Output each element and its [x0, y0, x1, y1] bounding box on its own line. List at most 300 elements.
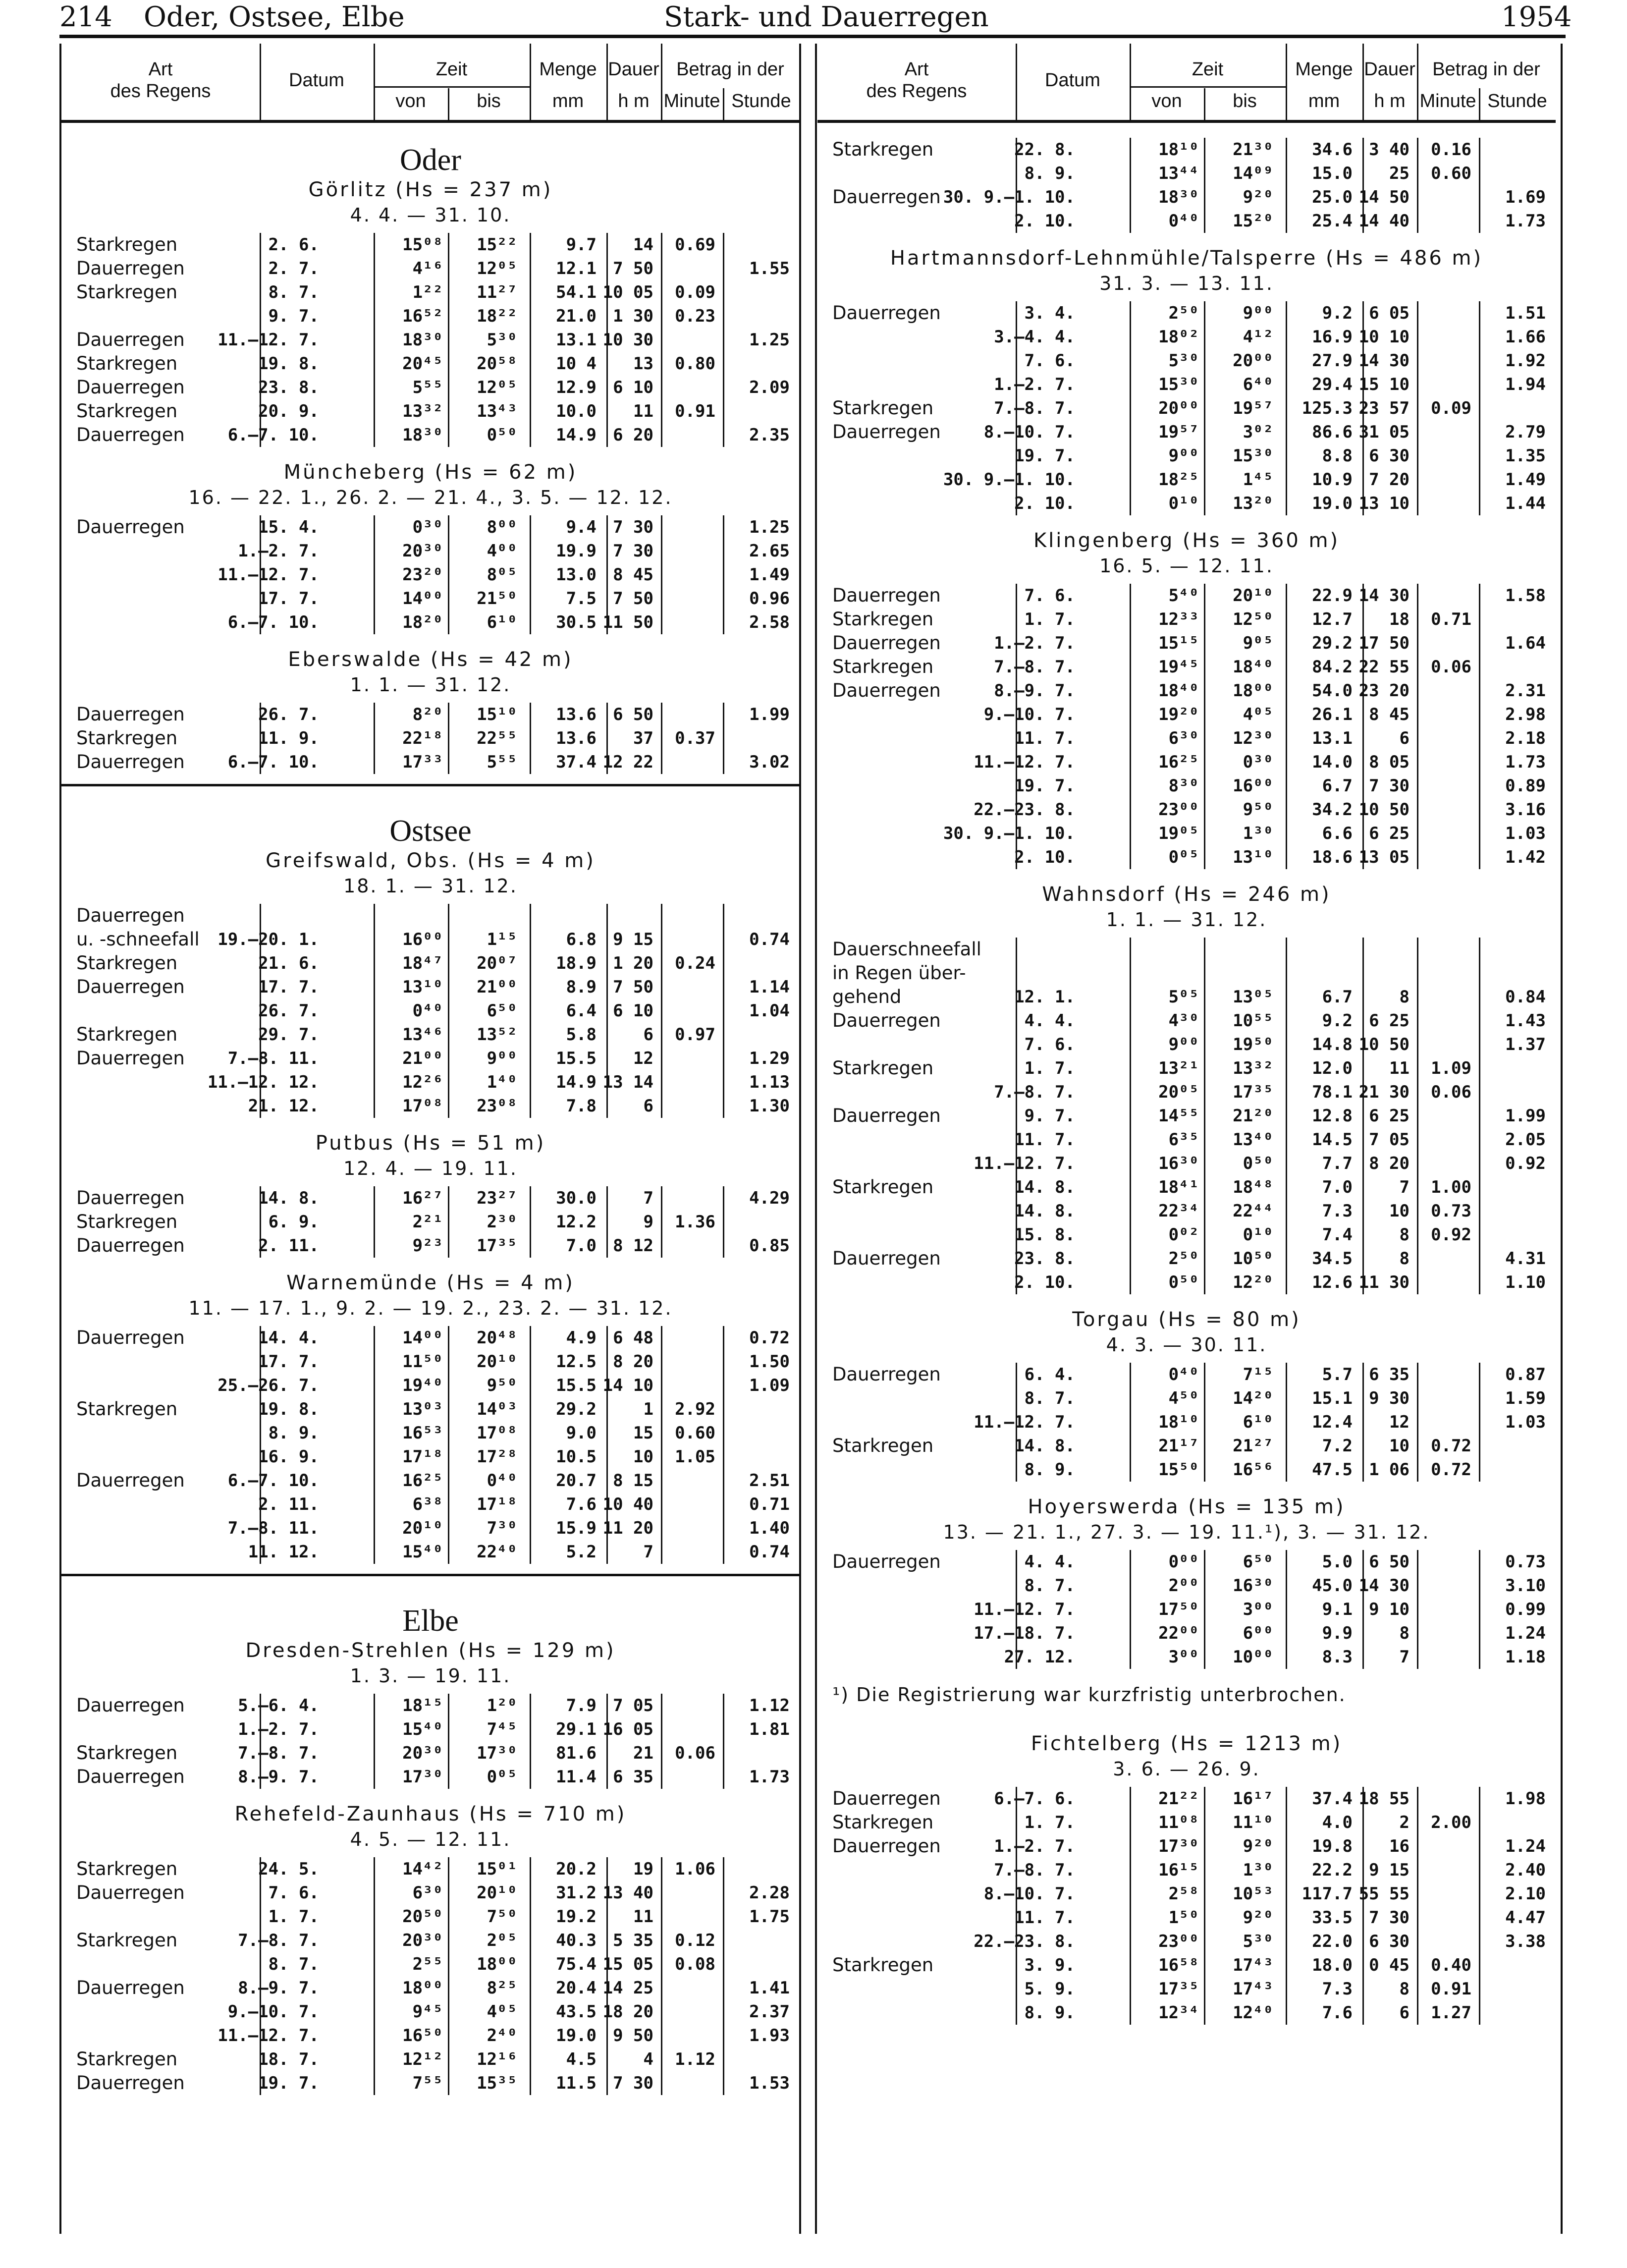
cell-minute: 1.36 — [675, 1212, 715, 1232]
cell-bis: 0⁵⁰ — [1243, 1154, 1273, 1173]
rain-type: Starkregen — [76, 1398, 178, 1420]
cell-menge: 12.7 — [1312, 609, 1353, 629]
cell-dauer: 6 10 — [613, 1001, 653, 1021]
station-table — [817, 1550, 1556, 1669]
cell-datum: 17.–18. 7. — [974, 1623, 1075, 1643]
cell-von: 16⁵⁰ — [402, 2026, 443, 2046]
cell-bis: 19⁵⁰ — [1233, 1035, 1273, 1054]
cell-von: 14⁰⁰ — [402, 589, 443, 608]
cell-bis: 8⁰⁵ — [487, 565, 517, 585]
cell-dauer: 11 20 — [602, 1518, 653, 1538]
cell-menge: 18.0 — [1312, 1955, 1353, 1975]
observation-period: 16. 5. — 12. 11. — [1099, 555, 1274, 577]
header-rule — [59, 35, 1566, 38]
cell-bis: 9²⁰ — [1243, 1836, 1273, 1856]
table-row — [61, 1516, 800, 1540]
cell-datum: 9. 7. — [1024, 1106, 1075, 1126]
table-row — [61, 1469, 800, 1493]
cell-von: 11⁵⁰ — [402, 1352, 443, 1372]
cell-datum: 7.–8. 7. — [994, 398, 1075, 418]
cell-dauer: 9 — [643, 1212, 653, 1232]
header-art-2: des Regens — [866, 81, 967, 102]
cell-bis: 22⁴⁴ — [1233, 1201, 1273, 1221]
cell-menge: 15.5 — [556, 1376, 597, 1395]
table-row — [817, 1175, 1556, 1199]
cell-von: 12¹² — [402, 2049, 443, 2069]
cell-von: 5⁴⁰ — [1168, 586, 1199, 606]
cell-menge: 10 4 — [556, 354, 597, 374]
table-row — [61, 750, 800, 774]
cell-stunde: 1.43 — [1505, 1011, 1546, 1031]
cell-von: 0⁴⁰ — [1168, 211, 1199, 231]
cell-stunde: 1.37 — [1505, 1035, 1546, 1054]
cell-bis: 20¹⁰ — [477, 1883, 517, 1903]
cell-von: 4³⁰ — [1168, 1011, 1199, 1031]
cell-bis: 6¹⁰ — [1243, 1412, 1273, 1432]
cell-dauer: 10 30 — [602, 330, 653, 350]
table-row — [817, 1009, 1556, 1033]
cell-menge: 31.2 — [556, 1883, 597, 1903]
cell-datum: 30. 9.–1. 10. — [943, 470, 1075, 490]
table-row — [61, 352, 800, 376]
header-art: Art — [148, 59, 173, 80]
header-betrag: Betrag in der — [1432, 59, 1540, 80]
cell-stunde: 0.92 — [1505, 1154, 1546, 1173]
table-row — [61, 1186, 800, 1210]
cell-menge: 14.8 — [1312, 1035, 1353, 1054]
cell-menge: 14.9 — [556, 1072, 597, 1092]
table-row — [817, 1458, 1556, 1482]
cell-dauer: 8 — [1399, 987, 1410, 1007]
cell-datum: 11.–12. 7. — [217, 565, 319, 585]
cell-dauer: 6 25 — [1369, 1106, 1410, 1126]
cell-bis: 23²⁷ — [477, 1188, 517, 1208]
cell-datum: 8. 7. — [1024, 1576, 1075, 1596]
cell-dauer: 11 — [1389, 1058, 1410, 1078]
cell-von: 4⁵⁰ — [1168, 1388, 1199, 1408]
cell-bis: 13¹⁰ — [1233, 847, 1273, 867]
table-row — [817, 396, 1556, 420]
cell-dauer: 16 — [1389, 1836, 1410, 1856]
table-row — [817, 468, 1556, 492]
cell-menge: 8.3 — [1322, 1647, 1353, 1667]
column-divider-b — [815, 44, 817, 2234]
table-row — [61, 703, 800, 726]
table-row — [61, 304, 800, 328]
header-zeit: Zeit — [435, 59, 468, 80]
cell-stunde: 1.09 — [749, 1376, 790, 1395]
cell-bis: 6⁰⁰ — [1243, 1623, 1273, 1643]
cell-dauer: 7 30 — [1369, 1908, 1410, 1928]
cell-dauer: 13 14 — [602, 1072, 653, 1092]
cell-bis: 15²⁰ — [1233, 211, 1273, 231]
cell-dauer: 12 — [633, 1049, 653, 1068]
rain-type: Dauerregen — [832, 1835, 941, 1857]
table-row — [817, 750, 1556, 774]
table-row — [61, 1929, 800, 1952]
rain-type: Dauerregen — [76, 905, 185, 926]
table-row — [61, 233, 800, 257]
cell-datum: 23. 8. — [258, 378, 319, 397]
cell-datum: 1. 7. — [268, 1907, 319, 1927]
cell-menge: 25.0 — [1312, 187, 1353, 207]
table-row — [817, 1128, 1556, 1152]
cell-menge: 19.2 — [556, 1907, 597, 1927]
cell-bis: 21⁵⁰ — [477, 589, 517, 608]
cell-von: 0⁵⁰ — [1168, 1272, 1199, 1292]
cell-datum: 23. 8. — [1014, 1249, 1075, 1269]
cell-stunde: 1.13 — [749, 1072, 790, 1092]
rain-type: Starkregen — [832, 397, 934, 419]
cell-datum: 2. 6. — [268, 235, 319, 255]
header-zeit: Zeit — [1192, 59, 1224, 80]
cell-menge: 5.0 — [1322, 1552, 1353, 1572]
cell-bis: 13³² — [1233, 1058, 1273, 1078]
cell-menge: 25.4 — [1312, 211, 1353, 231]
cell-bis: 9²⁰ — [1243, 187, 1273, 207]
cell-datum: 22.–23. 8. — [974, 1932, 1075, 1951]
cell-datum: 1.–2. 7. — [994, 375, 1075, 394]
rain-type: Dauerregen — [832, 302, 941, 324]
station-name: Klingenberg (Hs = 360 m) — [1033, 529, 1340, 552]
cell-dauer: 8 12 — [613, 1236, 653, 1256]
cell-menge: 18.9 — [556, 953, 597, 973]
cell-bis: 1⁴⁰ — [487, 1072, 517, 1092]
cell-von: 6³⁰ — [412, 1883, 443, 1903]
cell-bis: 12¹⁶ — [477, 2049, 517, 2069]
cell-datum: 11.–12. 7. — [974, 1154, 1075, 1173]
cell-stunde: 2.05 — [1505, 1130, 1546, 1150]
cell-dauer: 25 — [1389, 164, 1410, 183]
cell-von: 20⁰⁰ — [1158, 398, 1199, 418]
cell-dauer: 13 — [633, 354, 653, 374]
header-subrule — [1130, 86, 1286, 88]
cell-dauer: 9 15 — [613, 930, 653, 949]
cell-stunde: 2.79 — [1505, 422, 1546, 442]
cell-menge: 13.0 — [556, 565, 597, 585]
cell-dauer: 21 — [633, 1743, 653, 1763]
table-row — [817, 1410, 1556, 1434]
cell-dauer: 6 25 — [1369, 824, 1410, 843]
cell-datum: 15. 4. — [258, 517, 319, 537]
table-row — [817, 961, 1556, 985]
cell-datum: 6.–7. 10. — [227, 425, 319, 445]
cell-von: 0⁴⁰ — [412, 1001, 443, 1021]
cell-menge: 10.5 — [556, 1447, 597, 1467]
cell-bis: 12²⁰ — [1233, 1272, 1273, 1292]
cell-minute: 1.06 — [675, 1859, 715, 1879]
cell-menge: 45.0 — [1312, 1576, 1353, 1596]
cell-menge: 15.5 — [556, 1049, 597, 1068]
station-table — [817, 584, 1556, 869]
cell-dauer: 3 40 — [1369, 140, 1410, 160]
cell-datum: 3.–4. 4. — [994, 327, 1075, 347]
cell-stunde: 4.29 — [749, 1188, 790, 1208]
cell-datum: 6.–7. 10. — [227, 752, 319, 772]
cell-von: 15¹⁵ — [1158, 633, 1199, 653]
header-minute: Minute — [1419, 91, 1476, 111]
rain-type: Dauerregen — [76, 1327, 185, 1348]
cell-menge: 86.6 — [1312, 422, 1353, 442]
cell-dauer: 8 15 — [613, 1471, 653, 1491]
header-divider — [1479, 88, 1480, 123]
cell-dauer: 6 48 — [613, 1328, 653, 1348]
cell-bis: 12⁴⁰ — [1233, 2003, 1273, 2023]
cell-minute: 0.23 — [675, 306, 715, 326]
cell-stunde: 1.66 — [1505, 327, 1546, 347]
cell-datum: 11. 7. — [1014, 1130, 1075, 1150]
cell-dauer: 14 30 — [1358, 586, 1410, 606]
rain-type: Dauerregen — [76, 1766, 185, 1787]
cell-dauer: 6 — [643, 1025, 653, 1045]
cell-stunde: 1.41 — [749, 1978, 790, 1998]
cell-bis: 6¹⁰ — [487, 612, 517, 632]
cell-menge: 12.1 — [556, 259, 597, 278]
cell-von: 2⁵⁰ — [1168, 1249, 1199, 1269]
cell-stunde: 1.03 — [1505, 1412, 1546, 1432]
cell-menge: 15.0 — [1312, 164, 1353, 183]
cell-datum: 1. 7. — [1024, 1058, 1075, 1078]
cell-menge: 30.5 — [556, 612, 597, 632]
cell-menge: 12.6 — [1312, 1272, 1353, 1292]
cell-dauer: 6 35 — [613, 1767, 653, 1787]
table-row — [817, 1598, 1556, 1621]
cell-minute: 0.80 — [675, 354, 715, 374]
cell-stunde: 4.47 — [1505, 1908, 1546, 1928]
header-betrag: Betrag in der — [676, 59, 784, 80]
cell-stunde: 1.92 — [1505, 351, 1546, 371]
station-table — [61, 703, 800, 774]
cell-stunde: 1.73 — [1505, 752, 1546, 772]
cell-menge: 29.4 — [1312, 375, 1353, 394]
cell-von: 0⁴⁰ — [1168, 1365, 1199, 1384]
cell-dauer: 7 50 — [613, 977, 653, 997]
cell-dauer: 5 35 — [613, 1931, 653, 1950]
cell-datum: 20. 9. — [258, 401, 319, 421]
cell-dauer: 17 50 — [1358, 633, 1410, 653]
cell-stunde: 0.87 — [1505, 1365, 1546, 1384]
cell-von: 14⁴² — [402, 1859, 443, 1879]
cell-datum: 7.–8. 11. — [227, 1049, 319, 1068]
cell-bis: 20⁴⁸ — [477, 1328, 517, 1348]
cell-von: 20³⁰ — [402, 1743, 443, 1763]
table-row — [817, 584, 1556, 608]
cell-bis: 0⁵⁰ — [487, 425, 517, 445]
header-divider — [1362, 44, 1364, 123]
cell-dauer: 7 50 — [613, 259, 653, 278]
cell-datum: 29. 7. — [258, 1025, 319, 1045]
header-divider — [1016, 44, 1017, 123]
station-name: Müncheberg (Hs = 62 m) — [283, 461, 578, 484]
cell-stunde: 1.49 — [749, 565, 790, 585]
header-divider — [1204, 88, 1205, 123]
cell-stunde: 1.03 — [1505, 824, 1546, 843]
cell-datum: 30. 9.–1. 10. — [943, 187, 1075, 207]
rain-type: Dauerregen — [832, 632, 941, 654]
cell-stunde: 2.18 — [1505, 728, 1546, 748]
cell-bis: 13⁴³ — [477, 401, 517, 421]
cell-datum: 8. 7. — [1024, 1388, 1075, 1408]
rain-type: Dauerregen — [76, 1977, 185, 1998]
cell-stunde: 2.10 — [1505, 1884, 1546, 1904]
cell-datum: 7.–8. 7. — [994, 1860, 1075, 1880]
cell-stunde: 1.99 — [1505, 1106, 1546, 1126]
cell-datum: 17. 7. — [258, 1352, 319, 1372]
table-row — [61, 563, 800, 587]
rain-type: Starkregen — [76, 1024, 178, 1045]
rain-type: Starkregen — [76, 281, 178, 303]
cell-von: 23⁰⁰ — [1158, 1932, 1199, 1951]
cell-dauer: 7 30 — [1369, 776, 1410, 796]
cell-minute: 0.09 — [1431, 398, 1471, 418]
header-datum: Datum — [1045, 70, 1100, 91]
cell-menge: 7.0 — [566, 1236, 597, 1256]
cell-menge: 6.7 — [1322, 987, 1353, 1007]
cell-stunde: 1.64 — [1505, 633, 1546, 653]
cell-bis: 20⁰⁰ — [1233, 351, 1273, 371]
table-row — [61, 1717, 800, 1741]
station-name: Putbus (Hs = 51 m) — [315, 1132, 546, 1155]
table-row — [61, 904, 800, 928]
cell-von: 16²⁵ — [402, 1471, 443, 1491]
cell-datum: 14. 8. — [1014, 1177, 1075, 1197]
table-row — [817, 679, 1556, 703]
cell-dauer: 14 30 — [1358, 351, 1410, 371]
cell-von: 22⁰⁰ — [1158, 1623, 1199, 1643]
cell-menge: 7.6 — [1322, 2003, 1353, 2023]
cell-datum: 16. 9. — [258, 1447, 319, 1467]
cell-menge: 7.0 — [1322, 1177, 1353, 1197]
rain-type: Dauerregen — [76, 258, 185, 279]
cell-stunde: 1.73 — [749, 1767, 790, 1787]
observation-period: 13. — 21. 1., 27. 3. — 19. 11.¹), 3. — 31. 12. — [943, 1521, 1430, 1543]
station-name: Warnemünde (Hs = 4 m) — [286, 1272, 575, 1294]
cell-von: 20³⁰ — [402, 1931, 443, 1950]
cell-menge: 78.1 — [1312, 1082, 1353, 1102]
cell-stunde: 1.10 — [1505, 1272, 1546, 1292]
cell-menge: 20.2 — [556, 1859, 597, 1879]
table-row — [61, 587, 800, 610]
cell-stunde: 0.74 — [749, 930, 790, 949]
observation-period: 1. 3. — 19. 11. — [350, 1665, 511, 1687]
cell-menge: 12.9 — [556, 378, 597, 397]
cell-menge: 34.6 — [1312, 140, 1353, 160]
cell-datum: 1.–2. 7. — [238, 541, 319, 561]
cell-menge: 19.8 — [1312, 1836, 1353, 1856]
table-row — [817, 726, 1556, 750]
table-row — [817, 1834, 1556, 1858]
cell-stunde: 0.84 — [1505, 987, 1546, 1007]
cell-von: 17⁰⁸ — [402, 1096, 443, 1116]
cell-dauer: 7 — [643, 1542, 653, 1562]
cell-bis: 16⁰⁰ — [1233, 776, 1273, 796]
cell-menge: 22.0 — [1312, 1932, 1353, 1951]
cell-bis: 14⁰⁹ — [1233, 164, 1273, 183]
cell-dauer: 6 05 — [1369, 303, 1410, 323]
page-year: 1954 — [1501, 1, 1572, 33]
rain-type: Starkregen — [76, 234, 178, 255]
rain-type: Dauerregen — [76, 424, 185, 445]
rain-type: Dauerregen — [832, 1010, 941, 1031]
cell-stunde: 4.31 — [1505, 1249, 1546, 1269]
cell-von: 14⁰⁰ — [402, 1328, 443, 1348]
cell-menge: 13.6 — [556, 728, 597, 748]
header-divider — [661, 44, 662, 123]
cell-datum: 2. 10. — [1014, 1272, 1075, 1292]
cell-von: 5⁵⁵ — [412, 378, 443, 397]
cell-dauer: 8 — [1399, 1979, 1410, 1999]
rain-type: Starkregen — [832, 608, 934, 630]
cell-bis: 10⁰⁰ — [1233, 1647, 1273, 1667]
cell-datum: 2. 10. — [1014, 847, 1075, 867]
cell-bis: 3⁰² — [1243, 422, 1273, 442]
cell-dauer: 18 55 — [1358, 1789, 1410, 1809]
cell-datum: 7. 6. — [1024, 351, 1075, 371]
cell-menge: 22.2 — [1312, 1860, 1353, 1880]
cell-von: 5⁰⁵ — [1168, 987, 1199, 1007]
cell-stunde: 1.51 — [1505, 303, 1546, 323]
cell-menge: 14.0 — [1312, 752, 1353, 772]
cell-stunde: 1.81 — [749, 1719, 790, 1739]
cell-menge: 9.7 — [566, 235, 597, 255]
table-row — [61, 1397, 800, 1421]
cell-bis: 6⁴⁰ — [1243, 375, 1273, 394]
cell-stunde: 0.85 — [749, 1236, 790, 1256]
table-row — [61, 1857, 800, 1881]
cell-bis: 18⁴⁸ — [1233, 1177, 1273, 1197]
table-row — [817, 1645, 1556, 1669]
cell-datum: 21. 6. — [258, 953, 319, 973]
cell-bis: 15³⁵ — [477, 2073, 517, 2093]
cell-von: 22¹⁸ — [402, 728, 443, 748]
page-number: 214 — [59, 1, 112, 33]
cell-von: 9⁰⁰ — [1168, 446, 1199, 466]
rain-type: Dauerregen — [76, 1882, 185, 1903]
cell-menge: 4.0 — [1322, 1813, 1353, 1832]
cell-bis: 9²⁰ — [1243, 1908, 1273, 1928]
cell-dauer: 15 10 — [1358, 375, 1410, 394]
cell-von: 15⁴⁰ — [402, 1719, 443, 1739]
cell-menge: 37.4 — [556, 752, 597, 772]
header-dauer-unit: h m — [618, 91, 650, 111]
cell-bis: 17³⁰ — [477, 1743, 517, 1763]
cell-menge: 81.6 — [556, 1743, 597, 1763]
cell-menge: 54.1 — [556, 282, 597, 302]
header-bis: bis — [1233, 91, 1257, 111]
station-table — [61, 233, 800, 447]
cell-von: 21¹⁷ — [1158, 1436, 1199, 1456]
cell-menge: 7.7 — [1322, 1154, 1353, 1173]
cell-von: 0³⁰ — [412, 517, 443, 537]
cell-menge: 21.0 — [556, 306, 597, 326]
cell-datum: 12. 1. — [1014, 987, 1075, 1007]
header-divider — [374, 44, 375, 123]
cell-dauer: 15 05 — [602, 1954, 653, 1974]
cell-dauer: 0 45 — [1369, 1955, 1410, 1975]
cell-von: 0⁰⁵ — [1168, 847, 1199, 867]
cell-von: 12³³ — [1158, 609, 1199, 629]
cell-datum: 2. 11. — [258, 1236, 319, 1256]
cell-datum: 3. 4. — [1024, 303, 1075, 323]
cell-von: 18⁰² — [1158, 327, 1199, 347]
cell-menge: 26.1 — [1312, 705, 1353, 724]
cell-menge: 9.0 — [566, 1423, 597, 1443]
header-divider — [606, 44, 608, 123]
cell-dauer: 1 30 — [613, 306, 653, 326]
cell-dauer: 18 20 — [602, 2002, 653, 2022]
cell-dauer: 14 25 — [602, 1978, 653, 1998]
cell-von: 18³⁰ — [1158, 187, 1199, 207]
